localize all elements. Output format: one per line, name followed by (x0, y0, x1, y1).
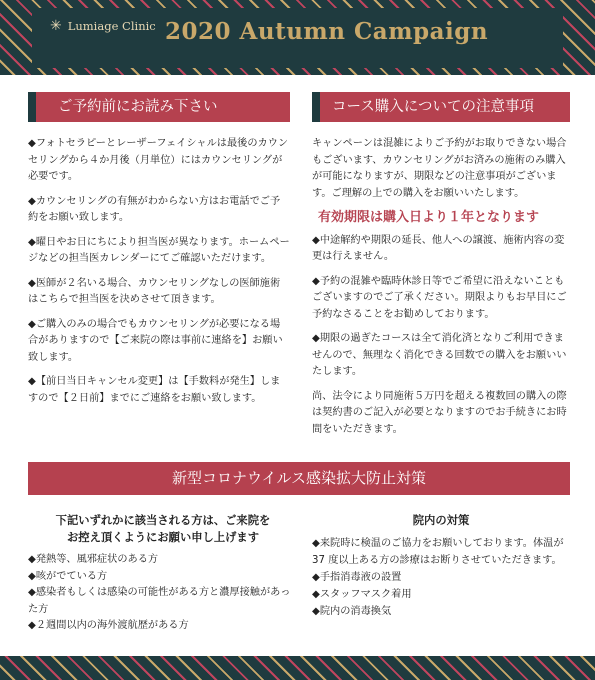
note-item: ◆曜日やお日にちにより担当医が異なります。ホームページなどの担当医カレンダーにてご確認いただけます。 (28, 236, 290, 264)
campaign-title: 2020 Autumn Campaign (165, 18, 489, 45)
course-intro: キャンペーンは混雑によりご予約がお取りできない場合もございます、カウンセリングがお済みの施術のみ購入が可能になりますが、期限などの注意事項がございます。ご理解の上での購入をお願いいたします。 (312, 138, 567, 199)
covid-right-item: ◆手指消毒液の設置 (312, 572, 402, 583)
course-purchase-notes (312, 92, 570, 446)
note-item: ◆【前日当日キャンセル変更】は【手数料が発生】しますので【２日前】までにご連絡をお願い致します。 (28, 376, 281, 404)
covid-left-item: ◆咳がでている方 (28, 570, 108, 582)
covid-right-item: ◆スタッフマスク着用 (312, 589, 412, 600)
note-item: ◆医師が２名いる場合、カウンセリングなしの医師施術はこちらで担当医を決めさせて頂きます。 (28, 277, 281, 305)
covid-left-item: ◆発熱等、風邪症状のある方 (28, 554, 159, 565)
covid-clinic-measures (312, 512, 570, 620)
course-item: ◆予約の混雑や臨時休診日等でご希望に沿えないこともございますのでご了承ください。期限よりもお早目にご予約なさることをお勧めしております。 (312, 275, 567, 320)
covid-left-item: ◆感染者もしくは感染の可能性がある方と濃厚接触があった方 (28, 587, 291, 615)
pre-booking-heading: ご予約前にお読み下さい (28, 92, 290, 122)
sparkle-icon: ✳ (50, 18, 62, 34)
validity-highlight: 有効期限は購入日より１年となります (318, 210, 540, 225)
clinic-brand (50, 18, 156, 34)
covid-left-subheading (28, 512, 298, 546)
pre-booking-notes (28, 92, 290, 415)
note-item: ◆ご購入のみの場合でもカウンセリングが必要になる場合がありますので【ご来院の際は事前に連絡を】お願い致します。 (28, 318, 283, 363)
course-purchase-heading: コース購入についての注意事項 (312, 92, 570, 122)
course-item: ◆期限の過ぎたコースは全て消化済となりご利用できませんので、無理なく消化できる回数での購入をお願いいたします。 (312, 333, 567, 377)
covid-right-item: ◆院内の消毒換気 (312, 606, 392, 617)
note-item: ◆カウンセリングの有無がわからない方はお電話でご予約をお願い致します。 (28, 195, 281, 223)
covid-heading: 新型コロナウイルス感染拡大防止対策 (28, 462, 570, 495)
covid-right-item: ◆来院時に検温のご協力をお願いしております。体温が 37 度以上ある方の診療はお断りさせていただきます。 (312, 538, 564, 566)
brand-name: Lumiage Clinic (67, 19, 156, 33)
course-item: ◆中途解約や期限の延長、他人への譲渡、施術内容の変更は行えません。 (312, 234, 565, 262)
bottom-stripe-band (0, 656, 595, 680)
covid-patient-guidance (28, 512, 298, 635)
covid-left-sub-line: 下記いずれかに該当される方は、ご来院を (55, 514, 271, 527)
covid-left-item: ◆２週間以内の海外渡航歴がある方 (28, 620, 189, 631)
note-item: ◆フォトセラピーとレーザーフェイシャルは最後のカウンセリングから４か月後（月単位）にはカウンセリングが必要です。 (28, 138, 289, 182)
covid-left-sub-line: お控え頂くようにお願い申し上げます (66, 531, 260, 544)
course-item: 尚、法令により同施術５万円を超える複数回の購入の際は契約書のご記入が必要となりますのでお手続きにお時間をいただきます。 (312, 390, 567, 435)
covid-right-subheading: 院内の対策 (412, 514, 470, 527)
